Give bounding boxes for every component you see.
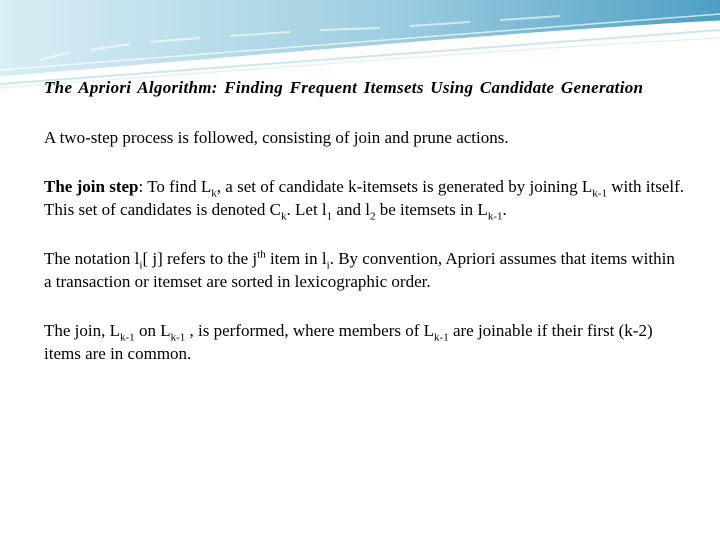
text-run: . By convention, Apriori assumes that items within a transaction or itemset are sorted in lexicographic order.	[44, 249, 675, 291]
subscript: k-1	[434, 331, 449, 344]
subscript: k-1	[487, 210, 503, 223]
subscript: k-1	[120, 331, 135, 344]
text-run: , a set of candidate k-itemsets is generated by joining L	[216, 177, 593, 196]
join-step-label: The join step	[44, 177, 139, 196]
subscript: k	[281, 210, 287, 223]
intro-text: A two-step process is followed, consisting of join and prune actions.	[44, 128, 509, 147]
text-run: with itself. This set of candidates is denoted C	[44, 177, 684, 219]
text-run: [ j] refers to the j	[142, 249, 258, 268]
text-run: are joinable if their first (k-2) items are in common.	[44, 321, 653, 363]
text-run: on L	[134, 321, 171, 340]
subscript: k-1	[592, 187, 607, 200]
text-run: The join, L	[44, 321, 121, 340]
text-run: : To find L	[138, 177, 212, 196]
join-paragraph	[44, 319, 684, 365]
text-run: , is performed, where members of L	[185, 321, 435, 340]
slide-title: The Apriori Algorithm: Finding Frequent Itemsets Using Candidate Generation	[44, 78, 644, 97]
text-run: item in l	[265, 249, 327, 268]
subscript: 2	[369, 210, 376, 223]
text-run: . Let l	[286, 200, 327, 219]
intro-paragraph	[44, 126, 684, 149]
subscript: k-1	[170, 331, 186, 344]
notation-paragraph	[44, 247, 684, 293]
subscript: i	[139, 259, 143, 272]
superscript: th	[257, 248, 266, 261]
text-run: be itemsets in L	[375, 200, 488, 219]
text-run: The notation l	[44, 249, 140, 268]
subscript: i	[326, 259, 330, 272]
join-step-paragraph	[44, 175, 684, 221]
text-run: .	[502, 200, 507, 219]
subscript: k	[211, 187, 217, 200]
slide-content	[44, 76, 684, 391]
subscript: 1	[326, 210, 333, 223]
text-run: and l	[332, 200, 370, 219]
